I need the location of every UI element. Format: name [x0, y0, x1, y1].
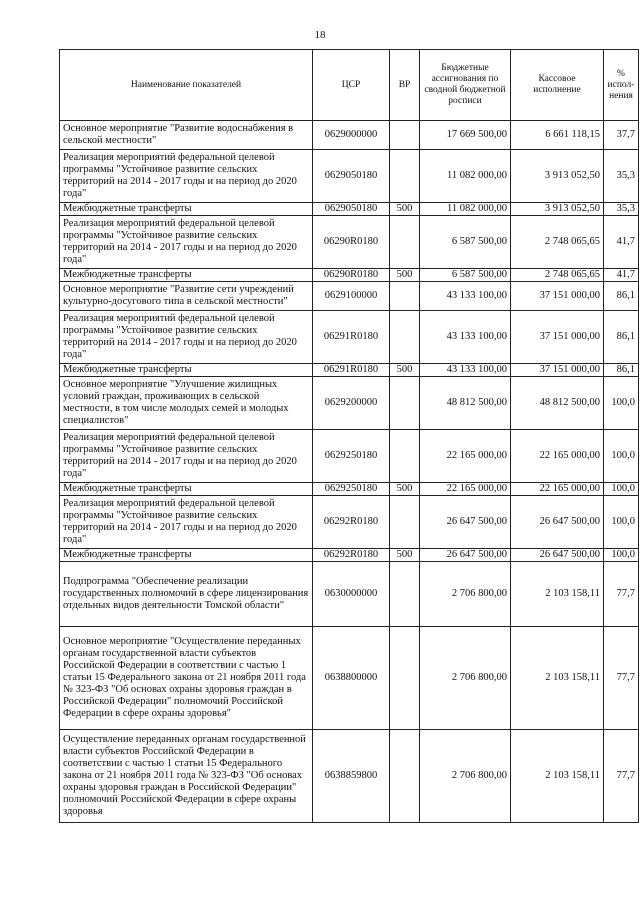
cell-pct: 86,1 — [604, 364, 639, 377]
cell-plan: 22 165 000,00 — [420, 430, 511, 483]
cell-pct: 100,0 — [604, 549, 639, 562]
cell-pct: 35,3 — [604, 203, 639, 216]
cell-pct: 100,0 — [604, 377, 639, 430]
cell-csr: 0629000000 — [313, 121, 390, 150]
cell-csr: 0638800000 — [313, 627, 390, 730]
cell-pct: 41,7 — [604, 216, 639, 269]
cell-pct: 37,7 — [604, 121, 639, 150]
cell-csr: 0629250180 — [313, 430, 390, 483]
table-row — [60, 203, 639, 216]
cell-vr — [390, 216, 420, 269]
table-row — [60, 269, 639, 282]
cell-cash: 2 748 065,65 — [511, 216, 604, 269]
table-row — [60, 430, 639, 483]
cell-plan: 26 647 500,00 — [420, 496, 511, 549]
cell-vr — [390, 562, 420, 627]
cell-pct: 86,1 — [604, 282, 639, 311]
table-row — [60, 627, 639, 730]
cell-name: Основное мероприятие "Развитие сети учреждений культурно-досугового типа в сельской местности" — [60, 282, 313, 311]
table-row — [60, 311, 639, 364]
cell-pct: 77,7 — [604, 562, 639, 627]
cell-cash: 48 812 500,00 — [511, 377, 604, 430]
cell-csr: 0638859800 — [313, 730, 390, 823]
cell-cash: 3 913 052,50 — [511, 150, 604, 203]
cell-cash: 2 103 158,11 — [511, 730, 604, 823]
cell-cash: 37 151 000,00 — [511, 282, 604, 311]
cell-vr — [390, 311, 420, 364]
cell-cash: 2 103 158,11 — [511, 562, 604, 627]
cell-name: Реализация мероприятий федеральной целевой программы "Устойчивое развитие сельских территорий на 2014 - 2017 годы и на период до 2020 года" — [60, 150, 313, 203]
cell-name: Реализация мероприятий федеральной целевой программы "Устойчивое развитие сельских территорий на 2014 - 2017 годы и на период до 2020 года" — [60, 216, 313, 269]
cell-plan: 17 669 500,00 — [420, 121, 511, 150]
cell-vr — [390, 121, 420, 150]
cell-plan: 2 706 800,00 — [420, 730, 511, 823]
cell-csr: 06292R0180 — [313, 549, 390, 562]
cell-csr: 06291R0180 — [313, 364, 390, 377]
cell-cash: 22 165 000,00 — [511, 483, 604, 496]
cell-name: Реализация мероприятий федеральной целевой программы "Устойчивое развитие сельских территорий на 2014 - 2017 годы и на период до 2020 года" — [60, 311, 313, 364]
header-name: Наименование показателей — [60, 50, 313, 121]
cell-vr: 500 — [390, 203, 420, 216]
cell-pct: 86,1 — [604, 311, 639, 364]
cell-plan: 43 133 100,00 — [420, 282, 511, 311]
cell-plan: 11 082 000,00 — [420, 150, 511, 203]
cell-name: Реализация мероприятий федеральной целевой программы "Устойчивое развитие сельских территорий на 2014 - 2017 годы и на период до 2020 года" — [60, 430, 313, 483]
cell-cash: 26 647 500,00 — [511, 496, 604, 549]
cell-pct: 77,7 — [604, 730, 639, 823]
cell-cash: 3 913 052,50 — [511, 203, 604, 216]
cell-cash: 22 165 000,00 — [511, 430, 604, 483]
cell-vr: 500 — [390, 549, 420, 562]
cell-name: Основное мероприятие "Развитие водоснабжения в сельской местности" — [60, 121, 313, 150]
cell-plan: 22 165 000,00 — [420, 483, 511, 496]
cell-cash: 6 661 118,15 — [511, 121, 604, 150]
cell-csr: 0630000000 — [313, 562, 390, 627]
table-row — [60, 377, 639, 430]
cell-csr: 06290R0180 — [313, 269, 390, 282]
cell-pct: 77,7 — [604, 627, 639, 730]
cell-vr: 500 — [390, 364, 420, 377]
cell-name: Межбюджетные трансферты — [60, 483, 313, 496]
cell-name: Межбюджетные трансферты — [60, 549, 313, 562]
cell-vr — [390, 730, 420, 823]
cell-vr — [390, 496, 420, 549]
cell-plan: 26 647 500,00 — [420, 549, 511, 562]
table-row — [60, 496, 639, 549]
cell-csr: 06290R0180 — [313, 216, 390, 269]
cell-vr — [390, 282, 420, 311]
cell-plan: 6 587 500,00 — [420, 269, 511, 282]
cell-name: Межбюджетные трансферты — [60, 203, 313, 216]
cell-cash: 37 151 000,00 — [511, 311, 604, 364]
cell-vr — [390, 150, 420, 203]
table-body — [60, 121, 639, 823]
table-row — [60, 150, 639, 203]
cell-pct: 100,0 — [604, 483, 639, 496]
cell-name: Межбюджетные трансферты — [60, 269, 313, 282]
page-number: 18 — [314, 29, 326, 41]
header-csr: ЦСР — [313, 50, 390, 121]
cell-plan: 48 812 500,00 — [420, 377, 511, 430]
header-plan: Бюджетные ассигнования по сводной бюджетной росписи — [420, 50, 511, 121]
cell-vr — [390, 377, 420, 430]
table-row — [60, 364, 639, 377]
cell-plan: 11 082 000,00 — [420, 203, 511, 216]
cell-vr — [390, 430, 420, 483]
cell-pct: 35,3 — [604, 150, 639, 203]
table-row — [60, 282, 639, 311]
cell-plan: 6 587 500,00 — [420, 216, 511, 269]
cell-plan: 43 133 100,00 — [420, 364, 511, 377]
table-row — [60, 483, 639, 496]
cell-name: Межбюджетные трансферты — [60, 364, 313, 377]
cell-plan: 43 133 100,00 — [420, 311, 511, 364]
cell-name: Основное мероприятие "Улучшение жилищных условий граждан, проживающих в сельской местности, в том числе молодых семей и молодых специалистов" — [60, 377, 313, 430]
cell-csr: 0629250180 — [313, 483, 390, 496]
cell-csr: 0629200000 — [313, 377, 390, 430]
table-row — [60, 216, 639, 269]
cell-name: Подпрограмма "Обеспечение реализации государственных полномочий в сфере лицензирования отдельных видов деятельности Томской области" — [60, 562, 313, 627]
table-row — [60, 549, 639, 562]
header-pct: % испол-нения — [604, 50, 639, 121]
cell-cash: 2 103 158,11 — [511, 627, 604, 730]
table-row — [60, 562, 639, 627]
cell-cash: 26 647 500,00 — [511, 549, 604, 562]
cell-pct: 41,7 — [604, 269, 639, 282]
cell-csr: 06292R0180 — [313, 496, 390, 549]
cell-plan: 2 706 800,00 — [420, 562, 511, 627]
cell-pct: 100,0 — [604, 430, 639, 483]
cell-csr: 0629050180 — [313, 150, 390, 203]
cell-name: Осуществление переданных органам государственной власти субъектов Российской Федерации в соответствии с частью 1 статьи 15 Федерального закона от 21 ноября 2011 года № 323-ФЗ "Об основах охраны здоровья граждан в Российской Федерации" полномочий Российской Федерации в сфере охраны здоровья — [60, 730, 313, 823]
cell-csr: 0629100000 — [313, 282, 390, 311]
cell-name: Основное мероприятие "Осуществление переданных органам государственной власти субъектов Российской Федерации в соответствии с частью 1 статьи 15 Федерального закона от 21 ноября 2011 года № 323-ФЗ "Об основах охраны здоровья граждан в Российской Федерации" полномочий Российской Федерации в сфере охраны здоровья" — [60, 627, 313, 730]
cell-csr: 0629050180 — [313, 203, 390, 216]
cell-vr — [390, 627, 420, 730]
table-row — [60, 121, 639, 150]
cell-pct: 100,0 — [604, 496, 639, 549]
table-header-row — [60, 50, 639, 121]
cell-cash: 2 748 065,65 — [511, 269, 604, 282]
cell-cash: 37 151 000,00 — [511, 364, 604, 377]
cell-vr: 500 — [390, 483, 420, 496]
budget-execution-table — [59, 49, 639, 823]
table-row — [60, 730, 639, 823]
cell-csr: 06291R0180 — [313, 311, 390, 364]
header-cash: Кассовое исполнение — [511, 50, 604, 121]
header-vr: ВР — [390, 50, 420, 121]
cell-name: Реализация мероприятий федеральной целевой программы "Устойчивое развитие сельских территорий на 2014 - 2017 годы и на период до 2020 года" — [60, 496, 313, 549]
cell-vr: 500 — [390, 269, 420, 282]
cell-plan: 2 706 800,00 — [420, 627, 511, 730]
